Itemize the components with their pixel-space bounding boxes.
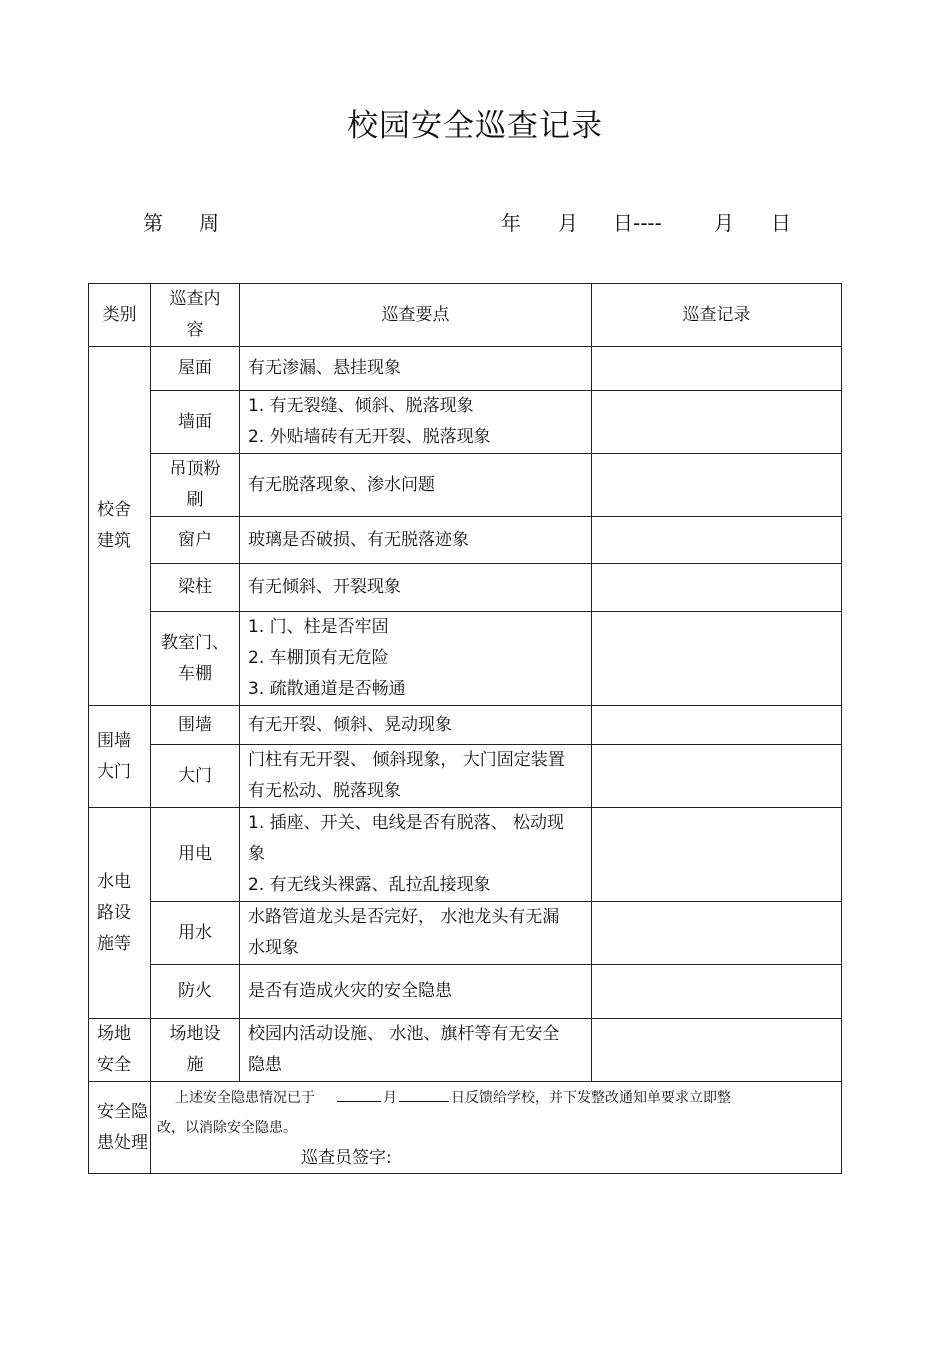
points-cell [240,612,592,706]
content-line: 梁柱 [178,577,212,597]
month-blank[interactable] [337,1087,381,1102]
header-row [89,284,842,347]
points-line: 有无脱落现象、渗水问题 [248,474,435,495]
table-row [89,391,842,454]
content-line: 用水 [178,922,212,943]
points-line: 2. 车棚顶有无危险 [248,648,389,668]
category-line: 校舍 [97,500,131,520]
category-line: 建筑 [97,531,131,551]
points-line: 2. 外贴墙砖有无开裂、脱落现象 [248,427,491,447]
content-line: 施 [186,1055,204,1075]
content-line: 教室门、 [161,632,229,653]
category-line: 路设 [97,902,131,923]
points-cell [240,564,592,612]
inspection-table-body [89,284,842,1174]
points-line: 门柱有无开裂、 倾斜现象， 大门固定装置 [248,750,565,770]
record-cell[interactable] [592,965,842,1019]
points-line: 有无开裂、倾斜、晃动现象 [248,714,452,735]
record-cell[interactable] [592,564,842,612]
table-row [89,517,842,564]
content-line: 吊顶粉 [169,459,221,479]
header-points: 巡查要点 [240,284,592,347]
points-line: 玻璃是否破损、有无脱落迹象 [248,529,469,550]
content-cell [151,1019,240,1082]
points-line: 1. 有无裂缝、倾斜、脱落现象 [248,396,474,416]
category-cell [89,1019,151,1082]
table-row [89,1019,842,1082]
category-line: 大门 [97,761,131,782]
table-row [89,808,842,902]
record-cell[interactable] [592,517,842,564]
category-cell [89,808,151,1019]
content-line: 围墙 [178,714,212,735]
points-line: 有无渗漏、悬挂现象 [248,358,401,378]
points-cell [240,1019,592,1082]
record-cell[interactable] [592,454,842,517]
content-cell [151,902,240,965]
content-cell [151,612,240,706]
content-line: 刷 [186,490,204,510]
content-cell [151,965,240,1019]
points-cell [240,454,592,517]
record-cell[interactable] [592,706,842,745]
points-line: 隐患 [248,1055,282,1075]
record-cell[interactable] [592,347,842,391]
content-line: 用电 [178,844,212,864]
table-row [89,612,842,706]
points-line: 3. 疏散通道是否畅通 [248,679,406,699]
record-cell[interactable] [592,745,842,808]
points-line: 水路管道龙头是否完好， 水池龙头有无漏 [248,907,560,927]
header-category: 类别 [89,284,151,347]
content-cell [151,745,240,808]
points-line: 是否有造成火灾的安全隐患 [248,981,452,1001]
footer-content-cell [151,1082,842,1174]
month-label-start: 月 [558,211,578,235]
content-line: 车棚 [178,663,212,684]
content-cell [151,517,240,564]
category-cell [89,706,151,808]
footer-label-line: 患处理 [97,1132,148,1153]
content-line: 屋面 [178,358,212,378]
content-cell [151,347,240,391]
table-row [89,965,842,1019]
footer-text-b: 月 [383,1089,397,1106]
footer-row [89,1082,842,1174]
day-label-start: 日---- [613,211,662,235]
page-title: 校园安全巡查记录 [347,108,603,144]
table-row [89,564,842,612]
content-line: 窗户 [178,529,212,550]
record-cell[interactable] [592,612,842,706]
content-cell [151,564,240,612]
category-line: 安全 [97,1055,131,1075]
points-cell [240,808,592,902]
footer-label-cell [89,1082,151,1174]
points-line: 有无倾斜、开裂现象 [248,577,401,597]
points-line: 象 [248,844,265,864]
table-row [89,902,842,965]
record-cell[interactable] [592,902,842,965]
footer-label-line: 安全隐 [97,1101,148,1122]
table-row [89,745,842,808]
content-cell [151,454,240,517]
points-cell [240,517,592,564]
day-label-end: 日 [771,211,791,235]
footer-text-c: 日反馈给学校，并下发整改通知单要求立即整 [451,1089,731,1106]
content-line: 场地设 [169,1024,221,1044]
content-line: 墙面 [178,411,212,432]
points-line: 水现象 [248,938,299,958]
footer-line-2: 改，以消除安全隐患。 [157,1119,297,1136]
category-line: 水电 [97,871,131,892]
header-content: 巡查内 容 [151,284,240,347]
day-blank[interactable] [399,1087,449,1102]
points-cell [240,706,592,745]
content-cell [151,808,240,902]
category-line: 场地 [97,1024,131,1044]
points-cell [240,745,592,808]
inspection-table [88,283,842,1174]
table-row [89,347,842,391]
points-line: 1. 插座、开关、电线是否有脱落、 松动现 [248,813,565,833]
content-line: 防火 [178,981,212,1001]
header-record: 巡查记录 [592,284,842,347]
record-cell[interactable] [592,1019,842,1082]
week-suffix: 周 [199,211,219,235]
category-cell [89,347,151,706]
year-label: 年 [501,211,521,235]
points-line: 1. 门、柱是否牢固 [248,617,389,637]
category-line: 施等 [97,933,131,954]
record-cell[interactable] [592,391,842,454]
content-cell [151,391,240,454]
content-cell [151,706,240,745]
footer-line-1 [151,1083,841,1113]
content-line: 大门 [178,765,212,786]
month-label-end: 月 [714,211,734,235]
points-line: 校园内活动设施、 水池、旗杆等有无安全 [248,1024,560,1044]
points-cell [240,347,592,391]
points-cell [240,902,592,965]
record-cell[interactable] [592,808,842,902]
points-line: 有无松动、脱落现象 [248,781,401,801]
points-line: 2. 有无线头裸露、乱拉乱接现象 [248,875,491,895]
footer-text-a: 上述安全隐患情况已于 [175,1089,315,1106]
points-cell [240,965,592,1019]
table-row [89,706,842,745]
week-prefix: 第 [143,211,163,235]
table-row [89,454,842,517]
inspector-signature[interactable]: 巡查员签字: [301,1147,392,1168]
category-line: 围墙 [97,730,131,751]
points-cell [240,391,592,454]
